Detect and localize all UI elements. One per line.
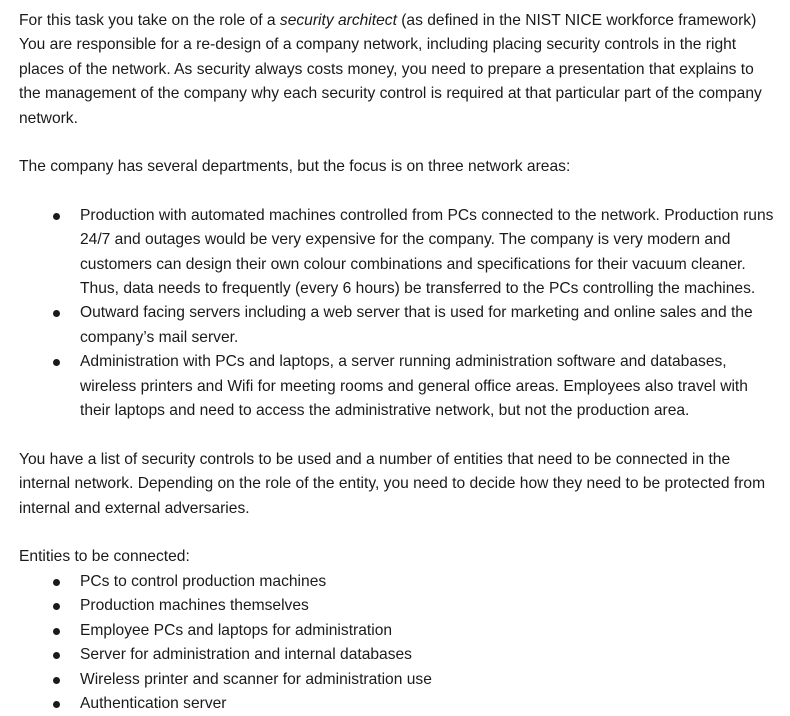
list-item [19, 570, 779, 594]
list-item [19, 350, 779, 423]
focus-intro: The company has several departments, but the focus is on three network areas: [19, 158, 571, 176]
role-term: security architect [279, 12, 397, 29]
list-item [19, 204, 779, 302]
controls-intro: You have a list of security controls to be used and a number of entities that need to be connected in the internal network. Depending on the role of the entity, you need to decide how they need to be protected from internal and external adversaries. [19, 450, 766, 517]
entity-text: Production machines themselves [80, 597, 309, 615]
network-area-text: Administration with PCs and laptops, a server running administration software and databases, wireless printers and Wifi for meeting rooms and general office areas. Employees also travel with their laptops and need to access the administrative network, but not the production area. [80, 353, 748, 420]
network-area-text: Outward facing servers including a web server that is used for marketing and online sales and the company’s mail server. [80, 304, 753, 346]
intro-text-end: (as defined in the NIST NICE workforce framework) You are responsible for a re-design of a company network, including placing security controls in the right places of the network. As security always costs money, you need to prepare a presentation that explains to the management of the company why each security control is required at that particular part of the company network. [19, 12, 762, 127]
bullet-icon [53, 652, 60, 659]
intro-paragraph [19, 9, 779, 131]
entities-list [19, 570, 779, 716]
list-item [19, 301, 779, 350]
entities-heading: Entities to be connected: [19, 548, 190, 566]
bullet-icon [53, 579, 60, 586]
bullet-icon [53, 310, 60, 317]
bullet-icon [53, 603, 60, 610]
bullet-icon [53, 359, 60, 366]
bullet-icon [53, 677, 60, 684]
entity-text: Authentication server [80, 694, 227, 712]
list-item [19, 643, 779, 667]
paragraph-gap [19, 131, 779, 155]
network-areas-list [19, 204, 779, 424]
entity-text: Server for administration and internal databases [80, 646, 412, 664]
list-item [19, 692, 779, 716]
bullet-icon [53, 701, 60, 708]
list-item [19, 619, 779, 643]
paragraph-gap [19, 423, 779, 447]
list-item [19, 594, 779, 618]
list-item [19, 668, 779, 692]
task-document [19, 9, 779, 716]
network-area-text: Production with automated machines controlled from PCs connected to the network. Production runs 24/7 and outages would be very expensive for the company. The company is very modern and customers can design their own colour combinations and specifications for their vacuum cleaner. Thus, data needs to frequently (every 6 hours) be transferred to the PCs controlling the machines. [80, 206, 774, 298]
bullet-icon [53, 213, 60, 220]
bullet-icon [53, 628, 60, 635]
entity-text: Employee PCs and laptops for administration [80, 621, 393, 639]
intro-text-start: For this task you take on the role of a [19, 12, 280, 29]
paragraph-gap [19, 521, 779, 545]
entity-text: Wireless printer and scanner for administration use [80, 670, 432, 688]
entity-text: PCs to control production machines [80, 572, 327, 590]
